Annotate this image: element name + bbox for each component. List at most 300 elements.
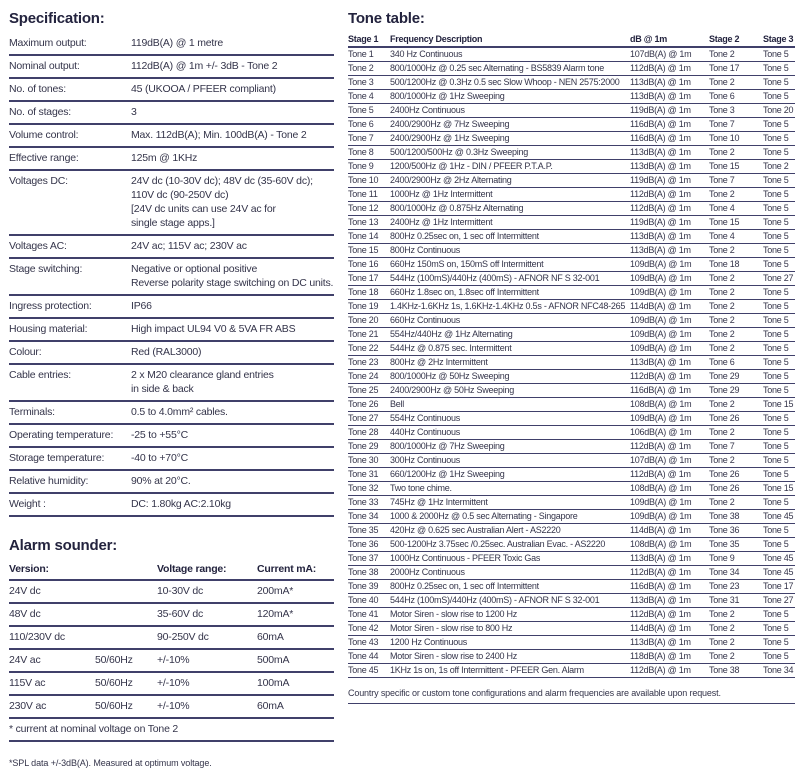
alarm-sounder-heading: Alarm sounder: xyxy=(9,537,118,554)
table-cell: +/-10% xyxy=(157,649,257,672)
table-cell: Tone 5 xyxy=(763,622,795,636)
table-row xyxy=(9,55,334,78)
table-row xyxy=(9,235,334,258)
table-cell-line: in side & back xyxy=(131,383,194,395)
table-cell: Tone 5 xyxy=(763,370,795,384)
table-row xyxy=(348,104,795,118)
table-row xyxy=(348,328,795,342)
table-cell: 112dB(A) @ 1m +/- 3dB - Tone 2 xyxy=(131,55,334,78)
table-cell: Tone 44 xyxy=(348,650,390,664)
table-cell: Tone 3 xyxy=(709,104,763,118)
specification-table xyxy=(9,33,334,517)
table-cell: Tone 20 xyxy=(348,314,390,328)
table-cell: Motor Siren - slow rise to 2400 Hz xyxy=(390,650,630,664)
table-cell: Tone 15 xyxy=(348,244,390,258)
table-cell: Tone 5 xyxy=(763,146,795,160)
table-cell: 500-1200Hz 3.75sec /0.25sec. Australian Evac. - AS2220 xyxy=(390,538,630,552)
table-cell: Tone 2 xyxy=(709,300,763,314)
table-cell: Relative humidity: xyxy=(9,470,131,493)
table-cell: Tone 5 xyxy=(348,104,390,118)
table-row xyxy=(348,76,795,90)
table-row xyxy=(348,482,795,496)
table-cell: Tone 38 xyxy=(348,566,390,580)
table-cell: 114dB(A) @ 1m xyxy=(630,524,709,538)
table-row xyxy=(348,132,795,146)
table-cell: Tone 5 xyxy=(763,384,795,398)
table-cell: Tone 1 xyxy=(348,47,390,62)
table-cell: Tone 17 xyxy=(763,580,795,594)
table-cell: 24V dc xyxy=(9,580,95,603)
table-cell: 800/1000Hz @ 7Hz Sweeping xyxy=(390,440,630,454)
table-cell-line: Negative or optional positive xyxy=(131,263,258,275)
table-cell: 114dB(A) @ 1m xyxy=(630,300,709,314)
table-cell: 112dB(A) @ 1m xyxy=(630,664,709,678)
table-cell: Tone 6 xyxy=(348,118,390,132)
table-cell: Terminals: xyxy=(9,401,131,424)
table-row xyxy=(9,147,334,170)
table-cell: Tone 3 xyxy=(348,76,390,90)
table-cell: 2400/2900Hz @ 50Hz Sweeping xyxy=(390,384,630,398)
table-cell: 113dB(A) @ 1m xyxy=(630,636,709,650)
table-cell: Tone 5 xyxy=(763,174,795,188)
table-cell: 108dB(A) @ 1m xyxy=(630,482,709,496)
table-cell: Tone 24 xyxy=(348,370,390,384)
table-cell: Tone 35 xyxy=(709,538,763,552)
table-cell: Tone 5 xyxy=(763,188,795,202)
table-cell xyxy=(131,364,334,401)
table-row xyxy=(348,622,795,636)
table-cell: 50/60Hz xyxy=(95,672,157,695)
table-cell-line: [24V dc units can use 24V ac for xyxy=(131,203,276,215)
table-cell: Tone 45 xyxy=(763,552,795,566)
table-cell: Tone 22 xyxy=(348,342,390,356)
table-row xyxy=(9,101,334,124)
table-row xyxy=(348,356,795,370)
table-row xyxy=(348,118,795,132)
table-cell: Tone 5 xyxy=(763,118,795,132)
table-cell: Tone 18 xyxy=(709,258,763,272)
table-cell: 10-30V dc xyxy=(157,580,257,603)
table-cell: Tone 5 xyxy=(763,412,795,426)
table-cell: Tone 15 xyxy=(709,160,763,174)
table-cell: 119dB(A) @ 1 metre xyxy=(131,33,334,55)
table-cell: 800/1000Hz @ 50Hz Sweeping xyxy=(390,370,630,384)
table-cell: 107dB(A) @ 1m xyxy=(630,454,709,468)
table-cell: 112dB(A) @ 1m xyxy=(630,468,709,482)
table-cell: Operating temperature: xyxy=(9,424,131,447)
table-row xyxy=(348,440,795,454)
table-cell: 116dB(A) @ 1m xyxy=(630,384,709,398)
table-cell: Tone 5 xyxy=(763,440,795,454)
table-cell: Tone 5 xyxy=(763,76,795,90)
table-cell: 109dB(A) @ 1m xyxy=(630,272,709,286)
table-cell: Tone 43 xyxy=(348,636,390,650)
table-cell: Volume control: xyxy=(9,124,131,147)
table-cell: 60mA xyxy=(257,695,334,718)
table-row xyxy=(348,272,795,286)
table-cell: Stage switching: xyxy=(9,258,131,295)
table-cell: 660/1200Hz @ 1Hz Sweeping xyxy=(390,468,630,482)
table-row xyxy=(9,170,334,235)
table-cell: Tone 31 xyxy=(348,468,390,482)
table-cell: 544Hz @ 0.875 sec. Intermittent xyxy=(390,342,630,356)
table-row xyxy=(348,146,795,160)
table-cell-line: 2 x M20 clearance gland entries xyxy=(131,369,274,381)
table-cell: Tone 6 xyxy=(709,90,763,104)
table-cell: Tone 2 xyxy=(709,636,763,650)
table-cell: 0.5 to 4.0mm² cables. xyxy=(131,401,334,424)
table-cell: Tone 5 xyxy=(763,300,795,314)
table-cell: Tone 19 xyxy=(348,300,390,314)
table-cell: 230V ac xyxy=(9,695,95,718)
table-cell: Tone 18 xyxy=(348,286,390,300)
table-cell: 48V dc xyxy=(9,603,95,626)
table-cell: 113dB(A) @ 1m xyxy=(630,244,709,258)
table-cell: 109dB(A) @ 1m xyxy=(630,412,709,426)
table-cell xyxy=(95,626,157,649)
table-cell: 112dB(A) @ 1m xyxy=(630,188,709,202)
column-header: Frequency Description xyxy=(390,33,630,47)
table-cell: 112dB(A) @ 1m xyxy=(630,370,709,384)
table-cell: 1200/500Hz @ 1Hz - DIN / PFEER P.T.A.P. xyxy=(390,160,630,174)
table-cell: Tone 34 xyxy=(709,566,763,580)
table-cell: Tone 5 xyxy=(763,468,795,482)
table-cell: 113dB(A) @ 1m xyxy=(630,76,709,90)
table-cell: Tone 33 xyxy=(348,496,390,510)
table-row xyxy=(348,566,795,580)
table-row xyxy=(348,47,795,62)
table-cell: Tone 2 xyxy=(348,62,390,76)
table-cell: No. of tones: xyxy=(9,78,131,101)
table-row xyxy=(9,364,334,401)
table-cell: Tone 7 xyxy=(348,132,390,146)
table-cell: 1000 & 2000Hz @ 0.5 sec Alternating - Singapore xyxy=(390,510,630,524)
table-cell: +/-10% xyxy=(157,672,257,695)
table-row xyxy=(348,538,795,552)
table-row xyxy=(9,295,334,318)
table-cell: 113dB(A) @ 1m xyxy=(630,594,709,608)
table-cell: Tone 8 xyxy=(348,146,390,160)
table-cell: 500/1200Hz @ 0.3Hz 0.5 sec Slow Whoop - NEN 2575:2000 xyxy=(390,76,630,90)
table-cell: 440Hz Continuous xyxy=(390,426,630,440)
table-cell: Tone 9 xyxy=(348,160,390,174)
table-cell: 109dB(A) @ 1m xyxy=(630,286,709,300)
table-cell: Maximum output: xyxy=(9,33,131,55)
table-cell: Tone 5 xyxy=(763,328,795,342)
table-row xyxy=(348,342,795,356)
table-row xyxy=(348,454,795,468)
table-cell: 200mA* xyxy=(257,580,334,603)
table-cell: 119dB(A) @ 1m xyxy=(630,174,709,188)
table-cell: 1200 Hz Continuous xyxy=(390,636,630,650)
table-header-row xyxy=(348,33,795,47)
table-cell: 90% at 20°C. xyxy=(131,470,334,493)
table-cell: Tone 2 xyxy=(709,398,763,412)
table-cell: 544Hz (100mS)/440Hz (400mS) - AFNOR NF S 32-001 xyxy=(390,594,630,608)
table-cell: Tone 29 xyxy=(709,370,763,384)
table-row xyxy=(348,552,795,566)
table-cell: Tone 2 xyxy=(709,188,763,202)
table-cell-line: single stage apps.] xyxy=(131,217,215,229)
table-cell: Weight : xyxy=(9,493,131,516)
table-cell: 800Hz 0.25sec on, 1 sec off Intermittent xyxy=(390,580,630,594)
table-cell: Tone 5 xyxy=(763,496,795,510)
table-cell: Tone 32 xyxy=(348,482,390,496)
table-cell: 800/1000Hz @ 0.875Hz Alternating xyxy=(390,202,630,216)
tone-table-heading: Tone table: xyxy=(348,10,425,27)
column-header: Voltage range: xyxy=(157,560,257,580)
table-cell: Tone 29 xyxy=(709,384,763,398)
tone-table xyxy=(348,33,795,678)
table-cell: Nominal output: xyxy=(9,55,131,78)
table-cell: 2400Hz @ 1Hz Intermittent xyxy=(390,216,630,230)
column-header: Stage 1 xyxy=(348,33,390,47)
table-cell: 60mA xyxy=(257,626,334,649)
table-cell: Tone 38 xyxy=(709,510,763,524)
table-cell: Tone 10 xyxy=(709,132,763,146)
table-row xyxy=(348,258,795,272)
table-cell: 120mA* xyxy=(257,603,334,626)
table-cell: 500/1200/500Hz @ 0.3Hz Sweeping xyxy=(390,146,630,160)
table-cell: 116dB(A) @ 1m xyxy=(630,132,709,146)
table-cell: Tone 5 xyxy=(763,426,795,440)
column-header: Stage 2 xyxy=(709,33,763,47)
table-cell: Tone 5 xyxy=(763,538,795,552)
table-cell: Tone 35 xyxy=(348,524,390,538)
table-row xyxy=(9,341,334,364)
table-cell-line: Reverse polarity stage switching on DC units. xyxy=(131,277,334,289)
table-cell: Tone 30 xyxy=(348,454,390,468)
table-cell: 116dB(A) @ 1m xyxy=(630,118,709,132)
table-cell: 45 (UKOOA / PFEER compliant) xyxy=(131,78,334,101)
table-row xyxy=(348,496,795,510)
table-cell: 114dB(A) @ 1m xyxy=(630,622,709,636)
table-row xyxy=(348,636,795,650)
table-cell: 800Hz Continuous xyxy=(390,244,630,258)
table-row xyxy=(348,300,795,314)
table-cell: Tone 2 xyxy=(709,314,763,328)
table-header-row xyxy=(9,560,334,580)
table-cell: Tone 2 xyxy=(709,454,763,468)
table-row xyxy=(348,650,795,664)
table-cell: 109dB(A) @ 1m xyxy=(630,496,709,510)
table-cell: Tone 26 xyxy=(709,468,763,482)
table-cell: Tone 5 xyxy=(763,314,795,328)
table-cell: Tone 23 xyxy=(709,580,763,594)
table-cell: Tone 15 xyxy=(763,482,795,496)
table-cell: 109dB(A) @ 1m xyxy=(630,510,709,524)
table-cell: Tone 28 xyxy=(348,426,390,440)
table-cell: Tone 41 xyxy=(348,608,390,622)
table-cell: 116dB(A) @ 1m xyxy=(630,580,709,594)
table-cell: 300Hz Continuous xyxy=(390,454,630,468)
table-row xyxy=(348,174,795,188)
table-cell: Tone 17 xyxy=(348,272,390,286)
right-column xyxy=(348,8,795,768)
table-cell: Tone 39 xyxy=(348,580,390,594)
table-cell: 113dB(A) @ 1m xyxy=(630,160,709,174)
table-cell: Tone 45 xyxy=(348,664,390,678)
table-cell: Tone 5 xyxy=(763,608,795,622)
table-cell: Tone 17 xyxy=(709,62,763,76)
column-header: Current mA: xyxy=(257,560,334,580)
table-cell: Tone 5 xyxy=(763,524,795,538)
alarm-sounder-table xyxy=(9,560,334,742)
table-cell: 554Hz Continuous xyxy=(390,412,630,426)
table-cell: Tone 5 xyxy=(763,244,795,258)
table-cell: Tone 5 xyxy=(763,636,795,650)
table-cell: Tone 20 xyxy=(763,104,795,118)
table-cell: Tone 31 xyxy=(709,594,763,608)
table-row xyxy=(348,62,795,76)
table-row xyxy=(9,649,334,672)
table-row xyxy=(9,626,334,649)
table-cell: 1000Hz Continuous - PFEER Toxic Gas xyxy=(390,552,630,566)
spl-note: *SPL data +/-3dB(A). Measured at optimum voltage. xyxy=(9,758,212,768)
table-cell: 800/1000Hz @ 0.25 sec Alternating - BS5839 Alarm tone xyxy=(390,62,630,76)
table-cell: Tone 45 xyxy=(763,566,795,580)
table-cell: 544Hz (100mS)/440Hz (400mS) - AFNOR NF S 32-001 xyxy=(390,272,630,286)
table-cell: Tone 16 xyxy=(348,258,390,272)
table-cell: Tone 5 xyxy=(763,62,795,76)
table-cell: Tone 2 xyxy=(709,496,763,510)
table-cell: 660Hz 150mS on, 150mS off Intermittent xyxy=(390,258,630,272)
table-cell: Effective range: xyxy=(9,147,131,170)
table-cell: Tone 5 xyxy=(763,342,795,356)
table-cell: Tone 2 xyxy=(709,622,763,636)
table-cell: 800Hz @ 2Hz Intermittent xyxy=(390,356,630,370)
table-cell: Max. 112dB(A); Min. 100dB(A) - Tone 2 xyxy=(131,124,334,147)
table-cell: 35-60V dc xyxy=(157,603,257,626)
table-cell: Bell xyxy=(390,398,630,412)
table-cell: Red (RAL3000) xyxy=(131,341,334,364)
table-cell: -25 to +55°C xyxy=(131,424,334,447)
table-cell: Tone 5 xyxy=(763,454,795,468)
table-row xyxy=(9,695,334,718)
table-cell-line: 110V dc (90-250V dc) xyxy=(131,189,229,201)
table-cell: Tone 26 xyxy=(709,412,763,426)
table-row xyxy=(348,370,795,384)
table-cell: Tone 5 xyxy=(763,90,795,104)
table-cell: Two tone chime. xyxy=(390,482,630,496)
table-row xyxy=(348,412,795,426)
table-cell: Tone 7 xyxy=(709,118,763,132)
table-cell: 108dB(A) @ 1m xyxy=(630,398,709,412)
table-cell: 118dB(A) @ 1m xyxy=(630,650,709,664)
table-row xyxy=(9,33,334,55)
table-cell: Motor Siren - slow rise to 1200 Hz xyxy=(390,608,630,622)
table-cell: 50/60Hz xyxy=(95,649,157,672)
table-cell: Storage temperature: xyxy=(9,447,131,470)
column-header: Stage 3 xyxy=(763,33,795,47)
table-cell: Tone 27 xyxy=(763,272,795,286)
table-cell: 745Hz @ 1Hz Intermittent xyxy=(390,496,630,510)
table-cell: Voltages DC: xyxy=(9,170,131,235)
table-row xyxy=(348,426,795,440)
table-cell: Tone 27 xyxy=(763,594,795,608)
table-cell: 113dB(A) @ 1m xyxy=(630,230,709,244)
table-cell: Tone 26 xyxy=(709,482,763,496)
table-row xyxy=(348,314,795,328)
table-cell: 24V ac xyxy=(9,649,95,672)
table-row xyxy=(348,216,795,230)
table-cell: Tone 2 xyxy=(709,286,763,300)
table-cell: Tone 11 xyxy=(348,188,390,202)
table-cell: +/-10% xyxy=(157,695,257,718)
table-cell: 113dB(A) @ 1m xyxy=(630,146,709,160)
specification-heading: Specification: xyxy=(9,10,105,27)
table-cell: 24V ac; 115V ac; 230V ac xyxy=(131,235,334,258)
table-cell xyxy=(95,580,157,603)
table-cell: Tone 21 xyxy=(348,328,390,342)
table-cell: Tone 34 xyxy=(348,510,390,524)
table-cell: Tone 2 xyxy=(709,272,763,286)
table-cell-line: 24V dc (10-30V dc); 48V dc (35-60V dc); xyxy=(131,175,313,187)
table-cell: Tone 26 xyxy=(348,398,390,412)
table-cell: Tone 5 xyxy=(763,258,795,272)
table-cell: 420Hz @ 0.625 sec Australian Alert - AS2220 xyxy=(390,524,630,538)
table-row xyxy=(348,244,795,258)
table-cell: 109dB(A) @ 1m xyxy=(630,328,709,342)
table-cell: Colour: xyxy=(9,341,131,364)
table-cell: Tone 10 xyxy=(348,174,390,188)
table-cell: Tone 2 xyxy=(763,160,795,174)
table-row xyxy=(348,384,795,398)
table-cell: Tone 5 xyxy=(763,202,795,216)
table-cell: Tone 42 xyxy=(348,622,390,636)
table-cell: Tone 4 xyxy=(709,230,763,244)
table-cell: Tone 34 xyxy=(763,664,795,678)
table-cell: 2400/2900Hz @ 7Hz Sweeping xyxy=(390,118,630,132)
table-row xyxy=(9,493,334,516)
table-cell: 112dB(A) @ 1m xyxy=(630,566,709,580)
table-cell: 110/230V dc xyxy=(9,626,95,649)
column-header: dB @ 1m xyxy=(630,33,709,47)
table-cell: Tone 15 xyxy=(709,216,763,230)
table-cell: Voltages AC: xyxy=(9,235,131,258)
table-cell: 1KHz 1s on, 1s off Intermittent - PFEER Gen. Alarm xyxy=(390,664,630,678)
table-row xyxy=(9,447,334,470)
table-row xyxy=(9,401,334,424)
table-cell: 113dB(A) @ 1m xyxy=(630,356,709,370)
table-row xyxy=(348,90,795,104)
table-cell: 800/1000Hz @ 1Hz Sweeping xyxy=(390,90,630,104)
table-cell: Tone 13 xyxy=(348,216,390,230)
table-cell: 340 Hz Continuous xyxy=(390,47,630,62)
table-cell: 112dB(A) @ 1m xyxy=(630,62,709,76)
table-cell: Cable entries: xyxy=(9,364,131,401)
table-cell: 1.4KHz-1.6KHz 1s, 1.6KHz-1.4KHz 0.5s - AFNOR NFC48-265 xyxy=(390,300,630,314)
table-cell xyxy=(131,258,334,295)
table-cell: Tone 5 xyxy=(763,650,795,664)
table-row xyxy=(348,398,795,412)
table-cell: 113dB(A) @ 1m xyxy=(630,90,709,104)
column-header xyxy=(95,560,157,580)
table-cell: 112dB(A) @ 1m xyxy=(630,202,709,216)
table-cell: Tone 12 xyxy=(348,202,390,216)
table-row xyxy=(348,230,795,244)
table-cell: High impact UL94 V0 & 5VA FR ABS xyxy=(131,318,334,341)
table-cell: Tone 5 xyxy=(763,356,795,370)
table-cell: 119dB(A) @ 1m xyxy=(630,216,709,230)
table-cell: No. of stages: xyxy=(9,101,131,124)
table-cell: Housing material: xyxy=(9,318,131,341)
table-cell: Motor Siren - slow rise to 800 Hz xyxy=(390,622,630,636)
table-row xyxy=(348,202,795,216)
table-cell: 1000Hz @ 1Hz Intermittent xyxy=(390,188,630,202)
table-cell: 119dB(A) @ 1m xyxy=(630,104,709,118)
table-cell: 50/60Hz xyxy=(95,695,157,718)
